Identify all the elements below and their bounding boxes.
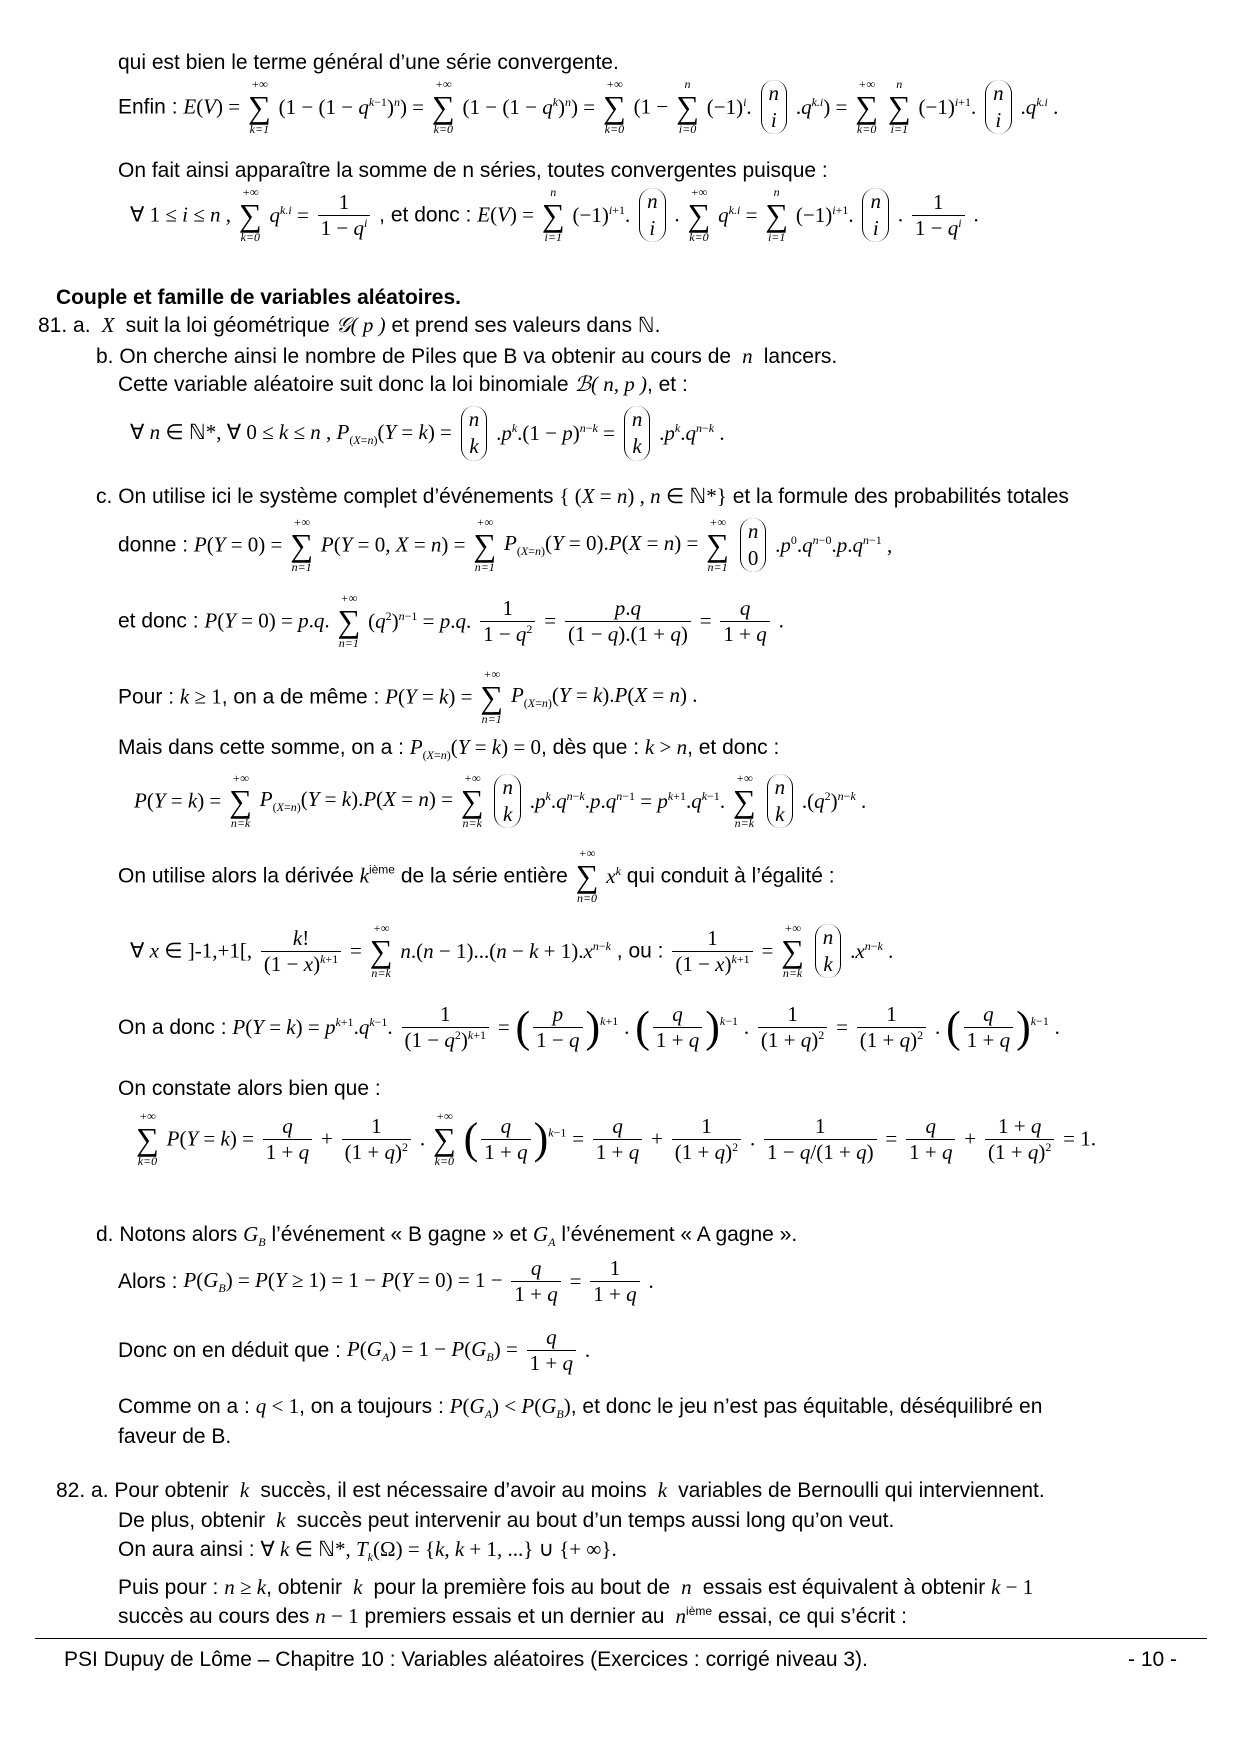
formula-line: donne : P(Y = 0) = +∞ ∑ n=1 P(Y = 0, X = n) = +∞ ∑ n=1 $P_{(X=n)}(Y = 0).P(X = n)$ = +∞ ∑ n=1 n 0 $.p^0.q^{n-0}.p.q^{n-1}$ , [118, 515, 893, 575]
text-line: Cette variable aléatoire suit donc la loi binomiale ℬ( n, p ), et : [118, 372, 688, 396]
exercise-81d: d. Notons alors $G_B$ l’événement « B gagne » et $G_A$ l’événement « A gagne ». [96, 1222, 798, 1250]
exercise-81b: b. On cherche ainsi le nombre de Piles que B va obtenir au cours de n lancers. [96, 344, 838, 368]
formula-line: On a donc : $P(Y = k) = p^{k+1}.q^{k-1}$. $\frac{1}{(1 - q^2)^{k+1}}$ = ( $\frac{p}{1 - q}$ )$^{k+1}$ . ( $\frac{q}{1 + q}$ )$^{k-1}$ . $\frac{1}{(1 + q)^2}$ = $\frac{1}{(1 + q)^2}$ . ( $\frac{q}{1 + q}$ )$^{k-1}$ . [118, 1002, 1060, 1053]
section-heading: Couple et famille de variables aléatoires. [56, 286, 461, 309]
formula-line: ∀ n ∈ ℕ*, ∀ 0 ≤ k ≤ n , $P_{(X=n)}(Y = k)$ = n k $.p^k.(1 - p)^{n-k}$ = n k $.p^k.q^{n-k}$ . [130, 406, 725, 461]
text-line: Mais dans cette somme, on a : $P_{(X=n)}(Y = k) = 0$, dès que : k > n, et donc : [118, 735, 780, 763]
formula-line: Alors : $P(G_B) = P(Y \ge 1) = 1 - P(Y = 0) = 1$ − $\frac{q}{1 + q}$ = $\frac{1}{1 + q}$ . [118, 1256, 654, 1307]
formula-line: ∀ 1 ≤ i ≤ n , +∞ ∑ k=0 $q^{k.i}$ = $\frac{1}{1 - q^i}$ , et donc : E(V) = n ∑ i=1 $(-1)^{i+1}$. n i . +∞ ∑ k=0 $q^{k.i}$ = n ∑ i=1 $(-1)^{i+1}$. n i . $\frac{1}{1 - q^i}$ . [130, 185, 979, 245]
exercise-81c: c. On utilise ici le système complet d’événements { (X = n) , n ∈ ℕ*} et la formule des probabilités totales [96, 484, 1069, 508]
text-line: qui est bien le terme général d’une série convergente. [118, 51, 619, 74]
text-line: On constate alors bien que : [118, 1077, 381, 1100]
page-number: - 10 - [1128, 1648, 1178, 1671]
formula-line: On utilise alors la dérivée $k^{ième}$ de la série entière +∞ ∑ n=0 $x^k$ qui conduit à l’égalité : [118, 846, 835, 906]
exercise-81a: 81. a. X suit la loi géométrique 𝒢( p ) et prend ses valeurs dans ℕ. [38, 313, 661, 337]
formula-line: Pour : k ≥ 1, on a de même : P(Y = k) = +∞ ∑ n=1 $P_{(X=n)}(Y = k).P(X = n)$ . [118, 667, 698, 727]
formula-line: P(Y = k) = +∞ ∑ n=k $P_{(X=n)}(Y = k).P(X = n)$ = +∞ ∑ n=k n k $.p^k.q^{n-k}.p.q^{n-1} = p^{k+1}.q^{k-1}$. +∞ ∑ n=k n k $.(q^2)^{n-k}$ . [134, 771, 867, 831]
text-line: Comme on a : q < 1, on a toujours : $P(G_A) < P(G_B)$, et donc le jeu n’est pas équitable, déséquilibré en [118, 1394, 1043, 1422]
formula-line: Donc on en déduit que : $P(G_A) = 1 - P(G_B)$ = $\frac{q}{1 + q}$ . [118, 1325, 591, 1376]
text-line: On fait ainsi apparaître la somme de n séries, toutes convergentes puisque : [118, 159, 828, 182]
text-line: De plus, obtenir k succès peut intervenir au bout d’un temps aussi long qu’on veut. [118, 1508, 895, 1532]
text-line: faveur de B. [118, 1425, 232, 1448]
text-line: On aura ainsi : ∀ k ∈ ℕ*, $T_k(\Omega) = \{k$, k + 1, ...} ∪ {+ ∞}. [118, 1537, 617, 1565]
footer-rule [35, 1638, 1207, 1639]
text-line: Puis pour : n ≥ k, obtenir k pour la première fois au bout de n essais est équivalent à obtenir k − 1 [118, 1575, 1034, 1599]
exercise-82a: 82. a. Pour obtenir k succès, il est nécessaire d’avoir au moins k variables de Bernoulli qui interviennent. [56, 1478, 1045, 1502]
formula-line: et donc : P(Y = 0) = p.q. +∞ ∑ n=1 $(q^2)^{n-1} = p.q$. $\frac{1}{1 - q^2}$ = $\frac{p.q}{(1 - q).(1 + q)}$ = $\frac{q}{1 + q}$ . [118, 591, 784, 651]
text-line: succès au cours des n − 1 premiers essais et un dernier au $n^{ième}$ essai, ce qui s’écrit : [118, 1604, 907, 1628]
footer-text: PSI Dupuy de Lôme – Chapitre 10 : Variables aléatoires (Exercices : corrigé niveau 3). [64, 1648, 868, 1671]
formula-line: +∞ ∑ k=0 P(Y = k) = $\frac{q}{1 + q}$ + $\frac{1}{(1 + q)^2}$ . +∞ ∑ k=0 ( $\frac{q}{1 + q}$ )$^{k-1}$ = $\frac{q}{1 + q}$ + $\frac{1}{(1 + q)^2}$ . $\frac{1}{1 - q/(1 + q)}$ = $\frac{q}{1 + q}$ + $\frac{1 + q}{(1 + q)^2}$ = 1. [136, 1109, 1096, 1169]
formula-line: Enfin : E(V) = +∞ ∑ k=1 $(1 - (1 - q^{k-1})^n)$ = +∞ ∑ k=0 $(1 - (1 - q^k)^n)$ = +∞ ∑ k=0 (1 − n ∑ i=0 $(-1)^i$. n i $.q^{k.i}$) = +∞ ∑ k=0 n ∑ i=1 $(-1)^{i+1}$. n i $.q^{k.i}$ . [118, 77, 1059, 137]
formula-line: ∀ x ∈ ]-1,+1[, $\frac{k!}{(1 - x)^{k+1}}$ = +∞ ∑ n=k $n.(n - 1)...(n - k + 1).x^{n-k}$ , ou : $\frac{1}{(1 - x)^{k+1}}$ = +∞ ∑ n=k n k $.x^{n-k}$ . [130, 921, 894, 981]
